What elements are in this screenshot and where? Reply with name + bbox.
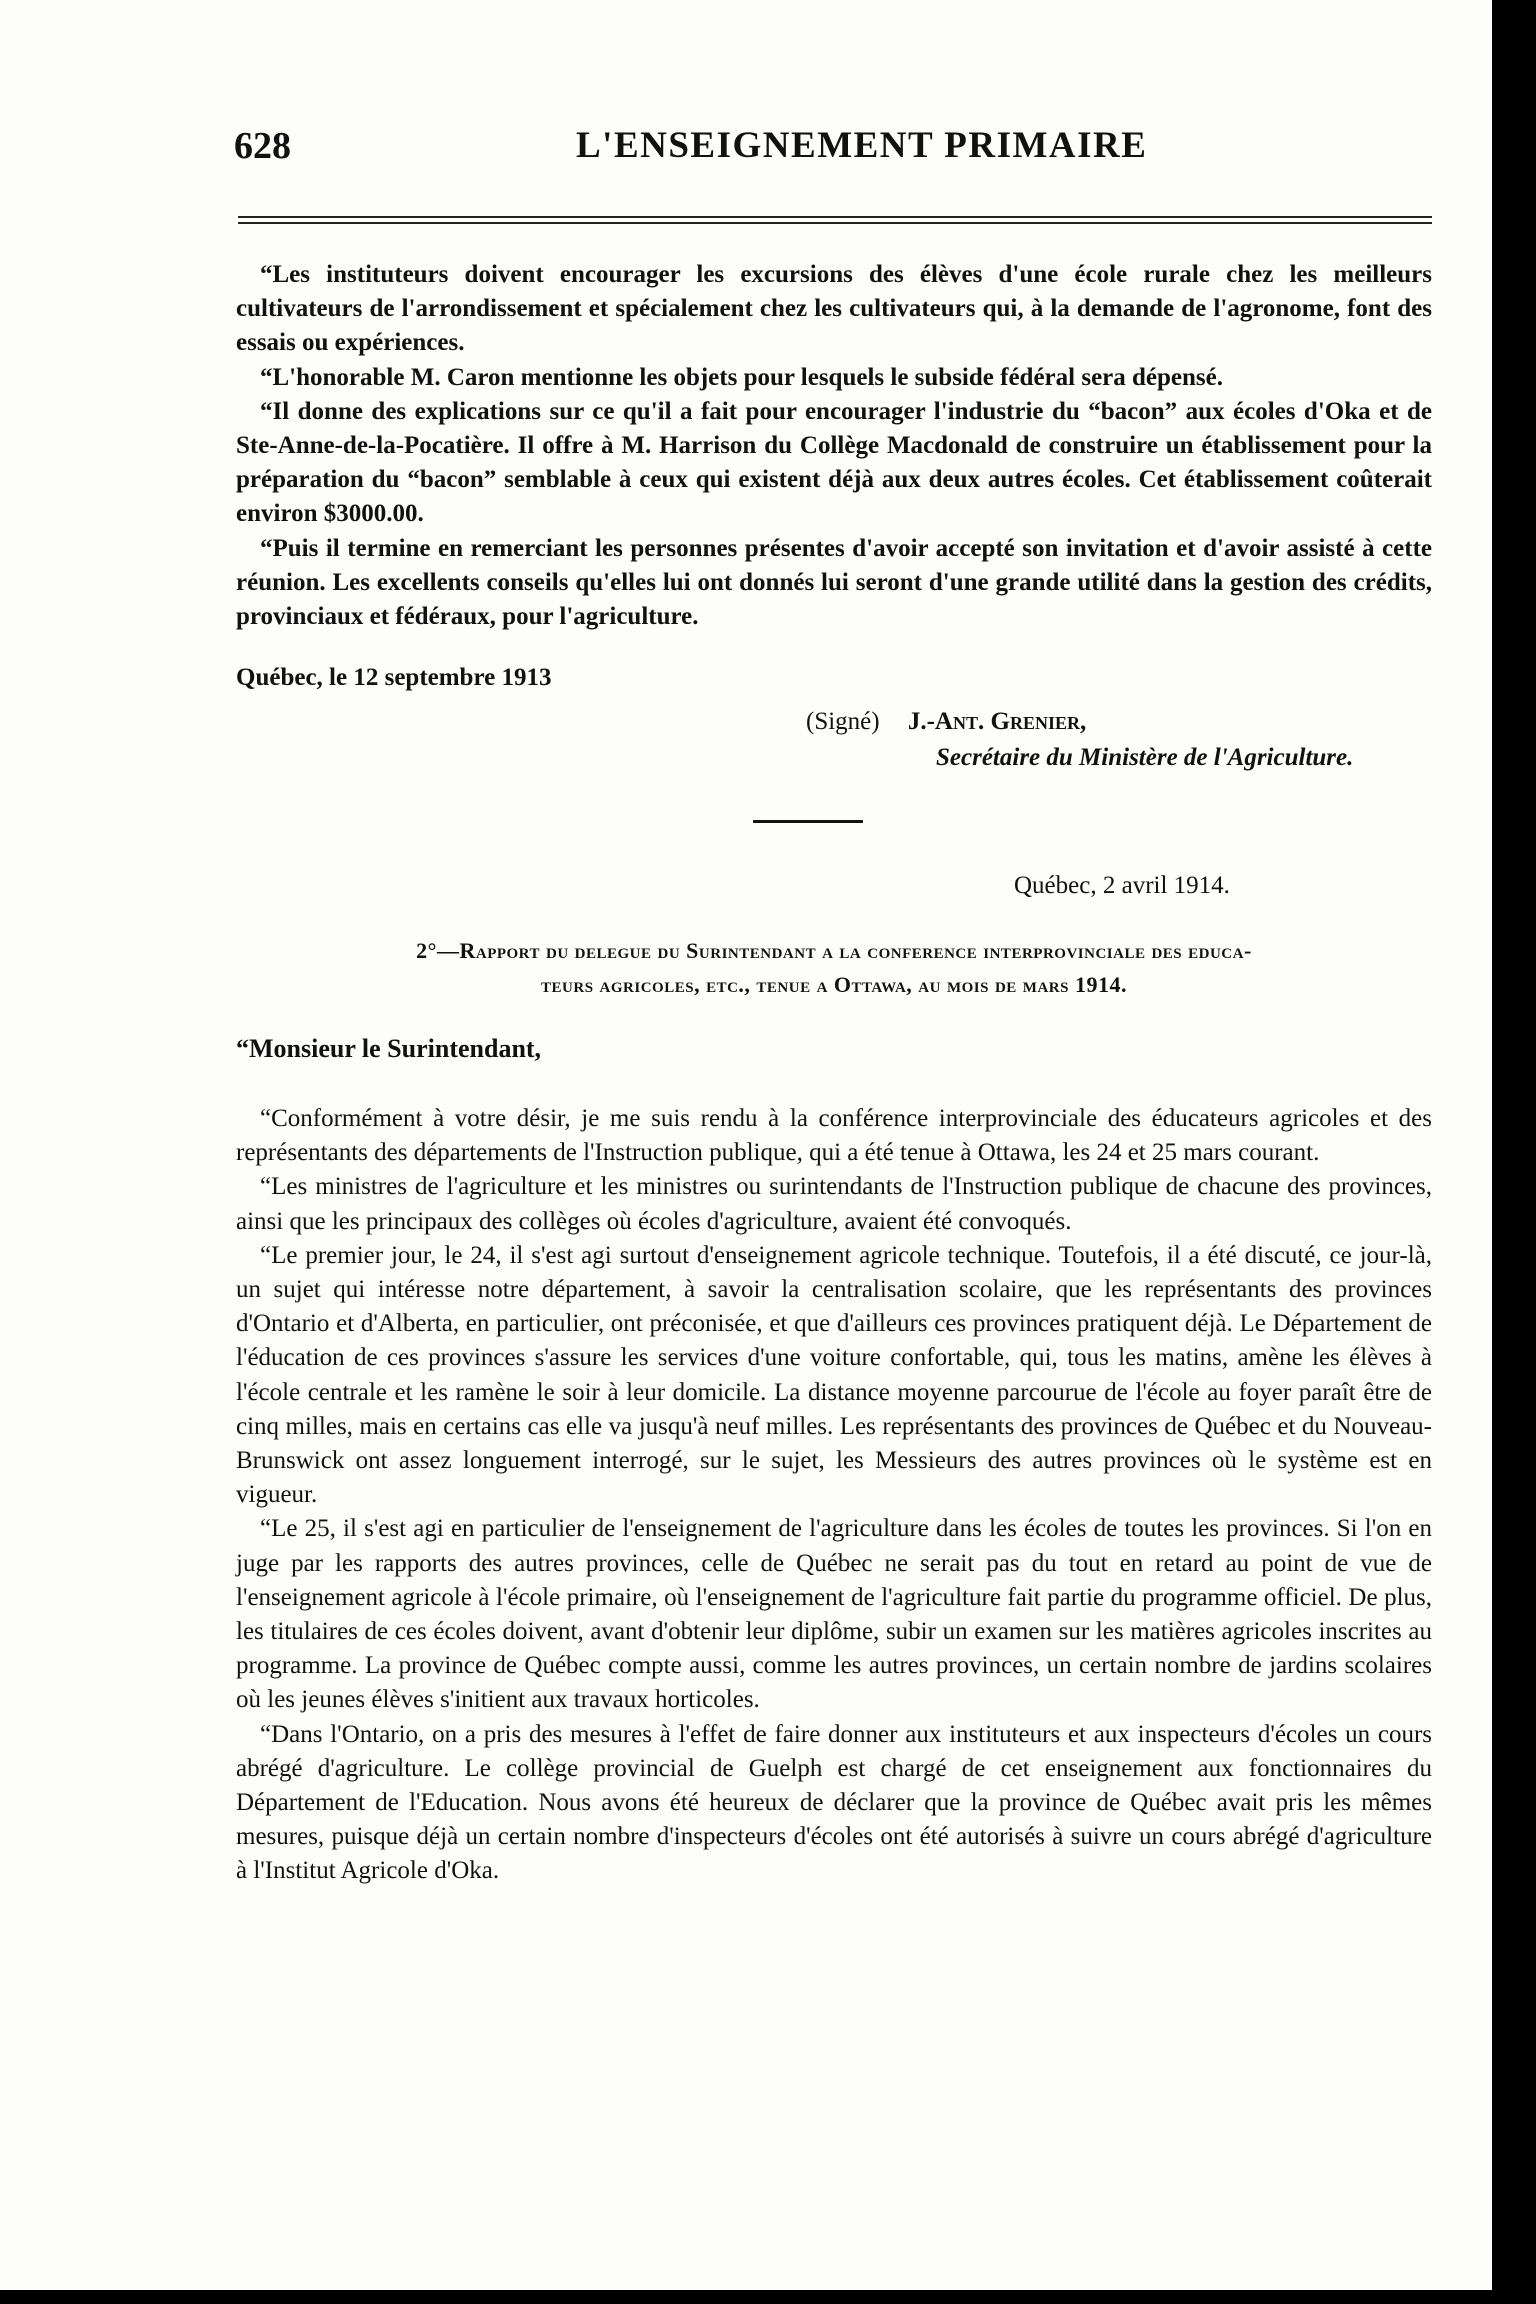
paragraph: “L'honorable M. Caron mentionne les objets pour lesquels le subside fédéral sera dépensé. — [260, 363, 1223, 391]
dateline: Québec, le 12 septembre 1913 — [236, 664, 552, 691]
paragraph: “Il donne des explications sur ce qu'il a fait pour encourager l'industrie du “bacon” aux écoles d'Oka et de Ste-Anne-de-la-Pocatière. Il offre à M. Harrison du Collège Macdonald de construire un établissement pour la préparation du “bacon” semblable à ceux qui existent déjà aux deux autres écoles. Cet établissement coûterait environ $3000.00. — [236, 397, 1432, 528]
paragraph: “Les ministres de l'agriculture et les ministres ou surintendants de l'Instruction publique de chacune des provinces, ainsi que les principaux des collèges où écoles d'agriculture, avaient été convoqués. — [236, 1173, 1432, 1235]
salutation: “Monsieur le Surintendant, — [236, 1034, 542, 1063]
heading-line: teurs agricoles, etc., tenue a Ottawa, au mois de mars 1914. — [541, 972, 1127, 997]
signature-label: (Signé) — [806, 708, 880, 735]
paragraph: “Puis il termine en remerciant les personnes présentes d'avoir accepté son invitation et d'avoir assisté à cette réunion. Les excellents conseils qu'elles lui ont donnés lui seront d'une grande utilité dans la gestion des crédits, provinciaux et fédéraux, pour l'agriculture. — [236, 534, 1432, 631]
paragraph: “Le premier jour, le 24, il s'est agi surtout d'enseignement agricole technique. Toutefois, il a été discuté, ce jour-là, un sujet qui intéresse notre département, à savoir la centralisation scolaire, que les représentants des provinces d'Ontario et d'Alberta, en particulier, ont préconisée, et que d'ailleurs ces provinces pratiquent déjà. Le Département de l'éducation de ces provinces s'assure les services d'une voiture confortable, qui, tous les matins, amène les élèves à l'école centrale et les ramène le soir à leur domicile. La distance moyenne parcourue de l'école au foyer paraît être de cinq milles, mais en certains cas elle va jusqu'à neuf milles. Les représentants des provinces de Québec et du Nouveau-Brunswick ont assez longuement interrogé, sur le sujet, les Messieurs des autres provinces où le système est en vigueur. — [236, 1241, 1432, 1509]
report-date: Québec, 2 avril 1914. — [1014, 872, 1230, 899]
signature-block — [806, 704, 1432, 776]
paragraph: “Conformément à votre désir, je me suis rendu à la conférence interprovinciale des éducateurs agricoles et des représentants des départements de l'Instruction publique, qui a été tenue à Ottawa, les 24 et 25 mars courant. — [236, 1105, 1432, 1167]
page-number: 628 — [234, 125, 291, 167]
header-double-rule — [238, 216, 1432, 224]
signatory-name: J.-Ant. Grenier, — [907, 708, 1087, 735]
section2-body — [236, 1102, 1432, 1889]
running-title: L'ENSEIGNEMENT PRIMAIRE — [576, 125, 1148, 166]
paragraph: “Le 25, il s'est agi en particulier de l'enseignement de l'agriculture dans les écoles de toutes les provinces. Si l'on en juge par les rapports des autres provinces, celle de Québec ne serait pas du tout en retard au point de vue de l'enseignement agricole à l'école primaire, où l'enseignement de l'agriculture fait partie du programme officiel. De plus, les titulaires de ces écoles doivent, avant d'obtenir leur diplôme, subir un examen sur les matières agricoles inscrites au programme. La province de Québec compte aussi, comme les autres provinces, un certain nombre de jardins scolaires où les jeunes élèves s'initient aux travaux horticoles. — [236, 1515, 1432, 1714]
signatory-title: Secrétaire du Ministère de l'Agriculture. — [936, 744, 1354, 771]
paragraph: “Les instituteurs doivent encourager les excursions des élèves d'une école rurale chez les meilleurs cultivateurs de l'arrondissement et spécialement chez les cultivateurs qui, à la demande de l'agronome, font des essais ou expériences. — [236, 261, 1432, 357]
section-divider — [753, 820, 863, 823]
signature-line — [806, 704, 1432, 740]
section-heading — [236, 934, 1432, 1002]
section1-body — [236, 258, 1432, 634]
paragraph: “Dans l'Ontario, on a pris des mesures à l'effet de faire donner aux instituteurs et aux inspecteurs d'écoles un cours abrégé d'agriculture. Le collège provincial de Guelph est chargé de cet enseignement aux fonctionnaires du Département de l'Education. Nous avons été heureux de déclarer que la province de Québec avait pris les mêmes mesures, puisque déjà un certain nombre d'inspecteurs d'écoles ont été autorisés à suivre un cours abrégé d'agriculture à l'Institut Agricole d'Oka. — [236, 1720, 1432, 1885]
heading-line: 2°—Rapport du delegue du Surintendant a la conference interprovinciale des educa- — [416, 938, 1252, 963]
